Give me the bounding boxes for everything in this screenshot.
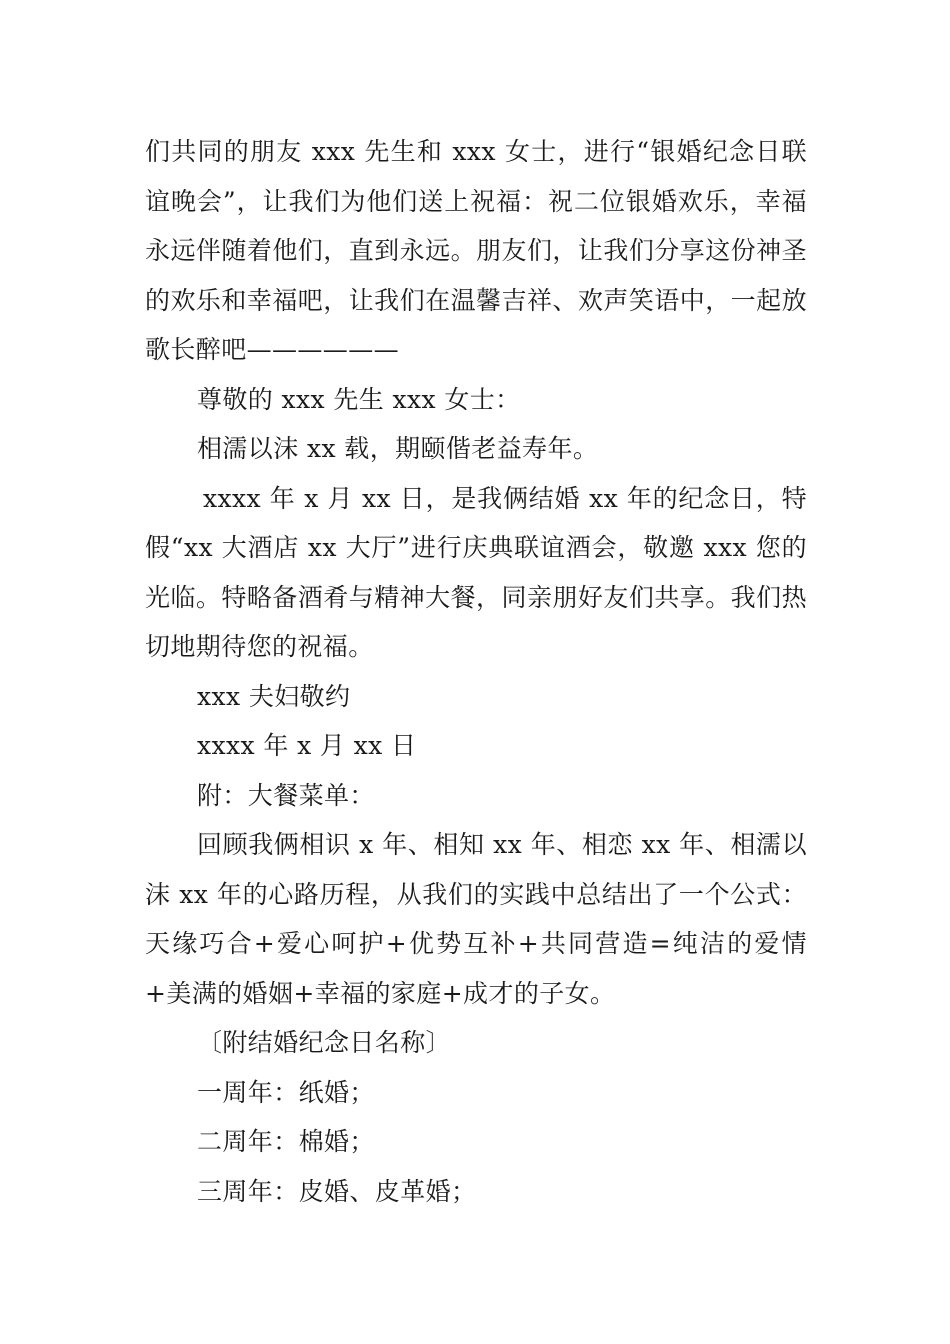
paragraph-invitation-body: xxxx 年 x 月 xx 日，是我俩结婚 xx 年的纪念日，特假“xx 大酒店 xx 大厅”进行庆典联谊酒会，敬邀 xxx 您的光临。特略备酒肴与精神大餐，同亲朋好友们共享。我们热切地期待您的祝福。 [145,483,807,661]
paragraph-formula: 回顾我俩相识 x 年、相知 xx 年、相恋 xx 年、相濡以沫 xx 年的心路历程，从我们的实践中总结出了一个公式：天缘巧合+爱心呵护+优势互补+共同营造=纯洁的爱情+美满的婚姻+幸福的家庭+成才的子女。 [145,830,807,1008]
list-item-third-anniversary: 三周年：皮婚、皮革婚； [197,1176,477,1206]
paragraph-signature: xxx 夫妇敬约 [197,681,351,711]
list-item-first-anniversary: 一周年：纸婚； [197,1077,375,1107]
paragraph-salutation: 尊敬的 xxx 先生 xxx 女士： [197,384,521,414]
paragraph-menu-heading: 附：大餐菜单： [197,780,375,810]
list-item-second-anniversary: 二周年：棉婚； [197,1127,375,1156]
paragraph-date: xxxx 年 x 月 xx 日 [197,731,417,760]
paragraph-opening-blessing: 们共同的朋友 xxx 先生和 xxx 女士，进行“银婚纪念日联谊晚会”，让我们为他们送上祝福：祝二位银婚欢乐，幸福永远伴随着他们，直到永远。朋友们，让我们分享这份神圣的欢乐和幸福吧，让我们在温馨吉祥、欢声笑语中，一起放歌长醉吧—————— [145,137,807,364]
paragraph-couplet: 相濡以沫 xx 载，期颐偕老益寿年。 [197,434,599,463]
paragraph-anniversary-heading: 〔附结婚纪念日名称〕 [197,1028,452,1057]
document-body [145,127,807,1216]
